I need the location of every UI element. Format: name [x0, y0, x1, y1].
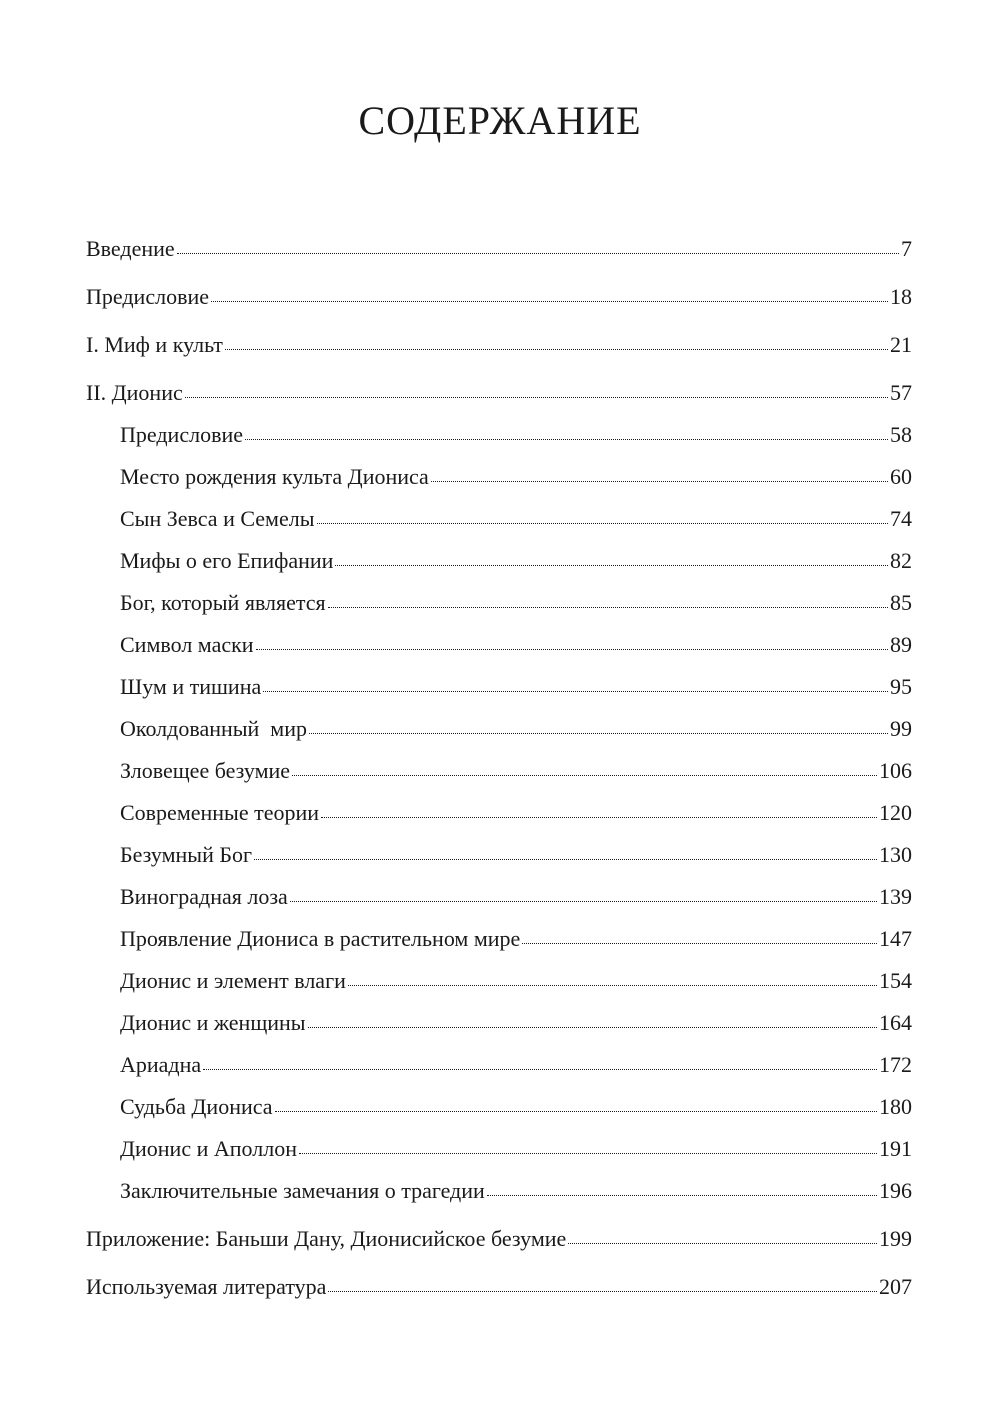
toc-entry-label: Безумный Бог [120, 842, 253, 867]
toc-subentry[interactable] [86, 1176, 912, 1206]
toc-subentry[interactable] [86, 504, 912, 534]
dot-leader [317, 522, 889, 524]
toc-entry[interactable] [86, 378, 912, 408]
toc-entry-label: Ариадна [120, 1052, 202, 1077]
toc-entry-page: 95 [890, 674, 912, 699]
toc-entry-label: Сын Зевса и Семелы [120, 506, 315, 531]
toc-entry-page: 130 [879, 842, 912, 867]
toc-entry[interactable] [86, 1272, 912, 1302]
toc-subentry[interactable] [86, 840, 912, 870]
dot-leader [290, 900, 877, 902]
dot-leader [225, 348, 888, 350]
toc-entry-label: Околдованный мир [120, 716, 307, 741]
toc-entry-label: Дионис и женщины [120, 1010, 306, 1035]
toc-entry-label: Дионис и элемент влаги [120, 968, 346, 993]
toc-subentry[interactable] [86, 546, 912, 576]
toc-entry[interactable] [86, 234, 912, 264]
toc-entry-page: 199 [879, 1226, 912, 1251]
dot-leader [328, 1290, 877, 1292]
toc-entry-label: Место рождения культа Диониса [120, 464, 429, 489]
dot-leader [321, 816, 877, 818]
toc-entry-page: 21 [890, 332, 912, 357]
toc-entry-label: Символ маски [120, 632, 254, 657]
dot-leader [292, 774, 877, 776]
toc-entry-label: I. Миф и культ [86, 332, 223, 357]
dot-leader [568, 1242, 877, 1244]
toc-subentry[interactable] [86, 1134, 912, 1164]
toc-subentry[interactable] [86, 630, 912, 660]
table-of-contents [86, 234, 912, 1320]
toc-entry-label: Приложение: Баньши Дану, Дионисийское безумие [86, 1226, 567, 1251]
toc-entry[interactable] [86, 330, 912, 360]
toc-subentry[interactable] [86, 966, 912, 996]
toc-entry-label: Предисловие [120, 422, 243, 447]
dot-leader [254, 858, 877, 860]
toc-entry-page: 139 [879, 884, 912, 909]
toc-entry-label: Мифы о его Епифании [120, 548, 334, 573]
dot-leader [328, 606, 888, 608]
toc-entry-label: Зловещее безумие [120, 758, 291, 783]
toc-entry-label: Дионис и Аполлон [120, 1136, 297, 1161]
toc-entry-label: Судьба Диониса [120, 1094, 273, 1119]
toc-entry-page: 172 [879, 1052, 912, 1077]
toc-entry[interactable] [86, 1224, 912, 1254]
toc-subentry[interactable] [86, 672, 912, 702]
page-title: СОДЕРЖАНИЕ [358, 98, 642, 143]
toc-entry-page: 57 [890, 380, 912, 405]
dot-leader [275, 1110, 877, 1112]
toc-entry-page: 147 [879, 926, 912, 951]
toc-entry-label: Бог, который является [120, 590, 326, 615]
dot-leader [185, 396, 888, 398]
dot-leader [203, 1068, 877, 1070]
dot-leader [335, 564, 888, 566]
toc-entry-page: 164 [879, 1010, 912, 1035]
toc-subentry[interactable] [86, 882, 912, 912]
toc-entry-label: Виноградная лоза [120, 884, 288, 909]
toc-subentry[interactable] [86, 1050, 912, 1080]
dot-leader [211, 300, 888, 302]
toc-subentry[interactable] [86, 462, 912, 492]
toc-entry-page: 60 [890, 464, 912, 489]
toc-entry-label: Заключительные замечания о трагедии [120, 1178, 485, 1203]
toc-entry-page: 191 [879, 1136, 912, 1161]
toc-subentry[interactable] [86, 798, 912, 828]
toc-entry-label: Предисловие [86, 284, 209, 309]
dot-leader [177, 252, 899, 254]
toc-entry-page: 82 [890, 548, 912, 573]
toc-entry-page: 74 [890, 506, 912, 531]
toc-subentry[interactable] [86, 756, 912, 786]
toc-subentry[interactable] [86, 924, 912, 954]
dot-leader [308, 1026, 877, 1028]
toc-entry-page: 7 [901, 236, 912, 261]
toc-entry-page: 106 [879, 758, 912, 783]
toc-entry[interactable] [86, 282, 912, 312]
toc-entry-page: 154 [879, 968, 912, 993]
toc-entry-label: Современные теории [120, 800, 320, 825]
toc-entry-page: 18 [890, 284, 912, 309]
toc-entry-label: Проявление Диониса в растительном мире [120, 926, 521, 951]
toc-entry-label: II. Дионис [86, 380, 183, 405]
toc-entry-label: Используемая литература [86, 1274, 327, 1299]
toc-entry-page: 99 [890, 716, 912, 741]
toc-subentry[interactable] [86, 420, 912, 450]
toc-subentry[interactable] [86, 714, 912, 744]
dot-leader [522, 942, 877, 944]
dot-leader [348, 984, 877, 986]
toc-entry-page: 120 [879, 800, 912, 825]
dot-leader [431, 480, 888, 482]
toc-subentry[interactable] [86, 1092, 912, 1122]
toc-subentry[interactable] [86, 588, 912, 618]
toc-entry-page: 180 [879, 1094, 912, 1119]
toc-entry-page: 196 [879, 1178, 912, 1203]
dot-leader [256, 648, 888, 650]
dot-leader [299, 1152, 877, 1154]
dot-leader [487, 1194, 877, 1196]
toc-entry-page: 58 [890, 422, 912, 447]
toc-entry-label: Введение [86, 236, 175, 261]
toc-subentry[interactable] [86, 1008, 912, 1038]
toc-entry-label: Шум и тишина [120, 674, 262, 699]
toc-entry-page: 207 [879, 1274, 912, 1299]
dot-leader [309, 732, 888, 734]
toc-entry-page: 85 [890, 590, 912, 615]
toc-entry-page: 89 [890, 632, 912, 657]
dot-leader [263, 690, 888, 692]
dot-leader [245, 438, 888, 440]
